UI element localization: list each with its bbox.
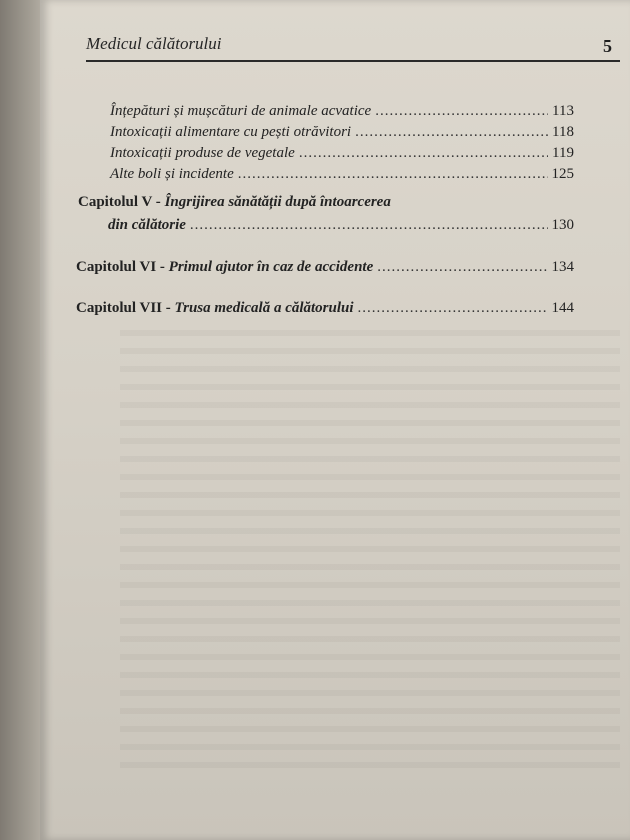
dot-leader [358, 298, 548, 318]
chapter-title: Îngrijirea sănătății după întoarcerea [164, 194, 391, 210]
toc-entry-page: 144 [551, 300, 574, 316]
dot-leader [238, 164, 548, 184]
toc-chapter-entry [76, 257, 574, 277]
toc-entry-page: 119 [552, 145, 574, 161]
toc-entry-page: 118 [552, 124, 574, 140]
toc-entry [110, 122, 574, 142]
chapter-title: Primul ajutor în caz de accidente [168, 259, 374, 275]
table-of-contents [40, 0, 630, 840]
adjacent-page-edge [0, 0, 44, 840]
toc-chapter-heading [78, 192, 391, 212]
toc-entry-title: Intoxicații produse de vegetale [110, 145, 295, 161]
header-page-number: 5 [603, 36, 612, 56]
chapter-label: Capitolul VII - [76, 300, 175, 316]
dot-leader [355, 122, 548, 142]
toc-entry-title: Intoxicații alimentare cu pești otrăvitori [110, 124, 352, 140]
toc-entry [110, 101, 574, 121]
dot-leader [299, 143, 548, 163]
toc-entry-title: Înțepături și mușcături de animale acvatice [110, 103, 372, 119]
toc-entry-title: Alte boli și incidente [110, 166, 234, 182]
toc-entry-page: 113 [552, 103, 574, 119]
chapter-label: Capitolul V - [78, 194, 165, 210]
toc-entry [110, 143, 574, 163]
book-page [40, 0, 630, 840]
toc-entry-page: 130 [551, 217, 574, 233]
chapter-title: Trusa medicală a călătorului [174, 300, 354, 316]
toc-entry-page: 134 [551, 259, 574, 275]
chapter-label: Capitolul VI - [76, 259, 169, 275]
chapter-title-continued: din călătorie [108, 217, 186, 233]
toc-entry [110, 164, 574, 184]
dot-leader [190, 215, 548, 235]
header-title: Medicul călătorului [86, 34, 222, 53]
toc-entry-page: 125 [551, 166, 574, 182]
toc-chapter-entry [108, 215, 574, 235]
toc-chapter-entry [76, 298, 574, 318]
dot-leader [377, 257, 547, 277]
dot-leader [375, 101, 548, 121]
